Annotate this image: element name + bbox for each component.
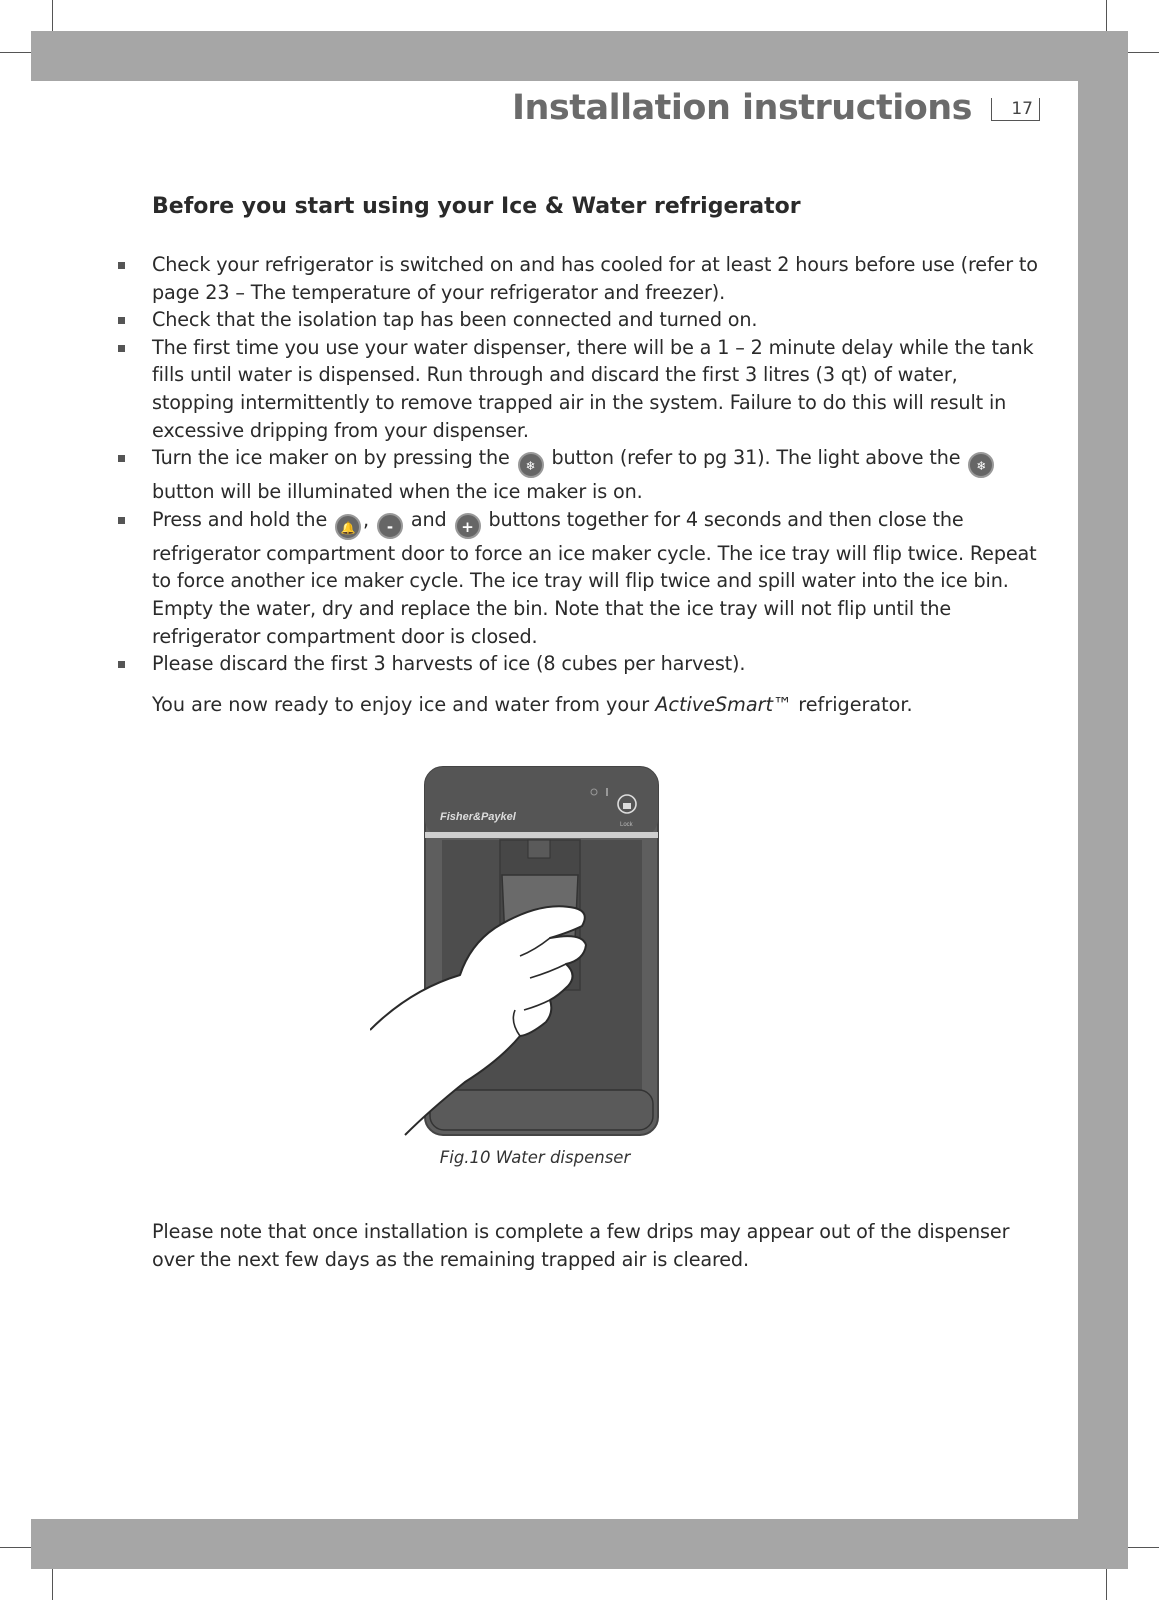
minus-icon: - — [377, 513, 403, 539]
page-frame-right — [1078, 31, 1128, 1569]
ready-text: You are now ready to enjoy ice and water from your — [152, 693, 650, 716]
spout — [528, 840, 550, 858]
crop-mark — [52, 0, 53, 31]
list-item-text: , — [363, 507, 369, 531]
ice-maker-icon: ❄ — [968, 452, 994, 478]
page-frame-bottom — [31, 1519, 1128, 1569]
list-item — [115, 251, 1045, 306]
dispenser-illustration — [370, 760, 670, 1160]
figure-caption: Fig.10 Water dispenser — [439, 1148, 631, 1167]
ready-text: ™ refrigerator. — [773, 693, 913, 716]
list-item — [115, 306, 1045, 334]
list-item-text: Check your refrigerator is switched on and has cooled for at least 2 hours before use (refer to page 23 – The temperature of your refrigerator and freezer). — [152, 253, 1038, 304]
bullet-square-icon — [118, 517, 125, 524]
lock-label: Lock — [620, 822, 633, 828]
list-item-text: The first time you use your water dispenser, there will be a 1 – 2 minute delay while the tank fills until water is dispensed. Run through and discard the first 3 litres (3 qt) of water, stopping intermittently to remove trapped air in the system. Failure to do this will result in excessive dripping from your dispenser. — [152, 335, 1034, 442]
list-item-text: Turn the ice maker on by pressing the — [152, 446, 510, 470]
list-item-text: Press and hold the — [152, 507, 328, 531]
drip-tray — [430, 1090, 653, 1130]
crop-mark — [1106, 0, 1107, 31]
list-item — [115, 506, 1045, 650]
bullet-square-icon — [118, 455, 125, 462]
page-title: Installation instructions — [511, 88, 972, 128]
bullet-square-icon — [118, 661, 125, 668]
page-number: 17 — [991, 98, 1040, 121]
bullet-square-icon — [118, 345, 125, 352]
list-item — [115, 334, 1045, 444]
list-item-text: button will be illuminated when the ice maker is on. — [152, 480, 643, 504]
crop-mark — [1128, 1547, 1159, 1548]
installation-note: Please note that once installation is complete a few drips may appear out of the dispenser over the next few days as the remaining trapped air is cleared. — [152, 1220, 1010, 1271]
bullet-square-icon — [118, 262, 125, 269]
section-heading: Before you start using your Ice & Water refrigerator — [152, 194, 801, 219]
instruction-list — [115, 251, 1045, 678]
list-item-text: Please discard the first 3 harvests of ice (8 cubes per harvest). — [152, 652, 746, 676]
crop-mark — [0, 1547, 31, 1548]
crop-mark — [52, 1569, 53, 1600]
page-frame-top — [31, 31, 1128, 81]
bell-icon: 🔔 — [335, 514, 361, 540]
plus-icon: + — [455, 513, 481, 539]
ice-maker-icon: ❄ — [518, 452, 544, 478]
crop-mark — [0, 52, 31, 53]
list-item-text: buttons together for 4 seconds and then close the refrigerator compartment door to force an ice maker cycle. The ice tray will flip twice. Repeat to force another ice maker cycle. The ice tray will flip twice and spill water into the ice bin. Empty the water, dry and replace the bin. Note that the ice tray will not flip until the refrigerator compartment door is closed. — [152, 507, 1037, 648]
list-item-text: Check that the isolation tap has been connected and turned on. — [152, 308, 758, 332]
panel-divider — [425, 832, 658, 838]
crop-mark — [1106, 1569, 1107, 1600]
lock-icon — [623, 803, 631, 809]
brand-name: ActiveSmart — [655, 693, 773, 716]
list-item-text: button (refer to pg 31). The light above the — [551, 446, 961, 470]
brand-logo: Fisher&Paykel — [440, 811, 516, 823]
list-item — [115, 444, 1045, 506]
ready-statement — [152, 693, 913, 716]
bullet-square-icon — [118, 317, 125, 324]
list-item-text: and — [410, 507, 447, 531]
list-item — [115, 650, 1045, 678]
crop-mark — [1128, 52, 1159, 53]
indicator-icon — [606, 788, 608, 796]
